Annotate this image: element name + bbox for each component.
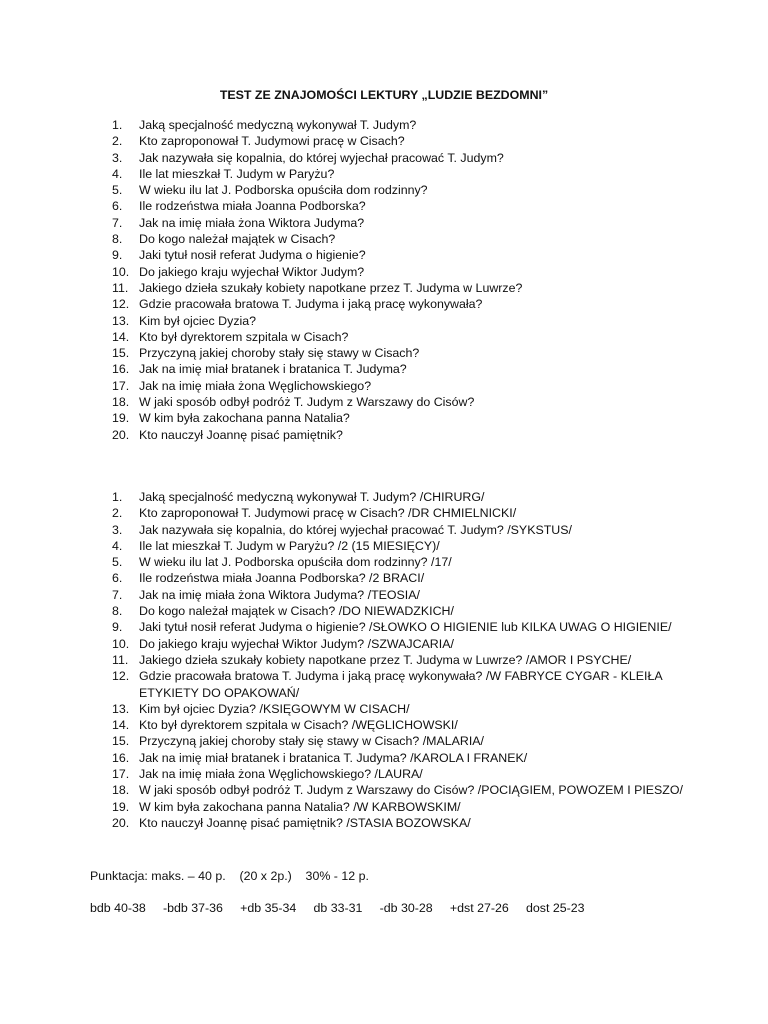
answer-item <box>0 570 699 586</box>
questions-list <box>0 117 699 443</box>
question-item <box>0 427 699 443</box>
answer-item <box>0 505 699 521</box>
item-text: Do kogo należał majątek w Cisach? /DO NIEWADZKICH/ <box>139 604 454 619</box>
item-number: 13. <box>112 701 130 716</box>
item-text: Do kogo należał majątek w Cisach? <box>139 232 336 247</box>
item-number: 14. <box>112 718 130 733</box>
item-number: 17. <box>112 378 130 393</box>
item-number: 4. <box>112 166 123 181</box>
question-item <box>0 198 699 214</box>
item-number: 15. <box>112 734 130 749</box>
item-number: 12. <box>112 297 130 312</box>
item-number: 5. <box>112 183 123 198</box>
item-text: Ile lat mieszkał T. Judym w Paryżu? /2 (15 MIESIĘCY)/ <box>139 538 440 553</box>
answer-item <box>0 636 699 652</box>
question-item <box>0 133 699 149</box>
item-text: Jaki tytuł nosił referat Judyma o higienie? <box>139 248 366 263</box>
answer-item <box>0 554 699 570</box>
answer-item <box>0 538 699 554</box>
item-text: Przyczyną jakiej choroby stały się stawy w Cisach? <box>139 346 420 361</box>
question-item <box>0 313 699 329</box>
answer-item <box>0 799 699 815</box>
item-number: 5. <box>112 555 123 570</box>
item-text: Jak na imię miał bratanek i bratanica T. Judyma? <box>139 362 407 377</box>
question-item <box>0 280 699 296</box>
answer-item <box>0 782 699 798</box>
item-number: 3. <box>112 522 123 537</box>
answer-item <box>0 603 699 619</box>
item-number: 3. <box>112 150 123 165</box>
item-number: 9. <box>112 248 123 263</box>
points-line: Punktacja: maks. – 40 p. (20 x 2p.) 30% - 12 p. <box>90 869 369 883</box>
document-title: TEST ZE ZNAJOMOŚCI LEKTURY „LUDZIE BEZDOMNI” <box>219 88 549 102</box>
answer-item <box>0 766 699 782</box>
answer-item <box>0 587 699 603</box>
item-number: 7. <box>112 215 123 230</box>
item-text: Kto nauczył Joannę pisać pamiętnik? /STASIA BOZOWSKA/ <box>139 815 471 830</box>
item-text: Kto zaproponował T. Judymowi pracę w Cisach? <box>139 134 405 149</box>
question-item <box>0 296 699 312</box>
item-number: 18. <box>112 395 130 410</box>
item-text: Kim był ojciec Dyzia? <box>139 313 257 328</box>
item-text: W wieku ilu lat J. Podborska opuściła dom rodzinny? <box>139 183 428 198</box>
item-number: 8. <box>112 604 123 619</box>
item-number: 10. <box>112 636 130 651</box>
item-text: W jaki sposób odbył podróż T. Judym z Warszawy do Cisów? <box>139 395 475 410</box>
answer-item <box>0 701 699 717</box>
item-text: Jak na imię miała żona Wiktora Judyma? <box>139 215 365 230</box>
item-number: 8. <box>112 232 123 247</box>
question-item <box>0 117 699 133</box>
item-text: Ile lat mieszkał T. Judym w Paryżu? <box>139 166 335 181</box>
item-number: 20. <box>112 815 130 830</box>
item-number: 13. <box>112 313 130 328</box>
item-number: 6. <box>112 199 123 214</box>
answer-item <box>0 489 699 505</box>
question-item <box>0 182 699 198</box>
answer-item <box>0 717 699 733</box>
item-number: 17. <box>112 767 130 782</box>
item-number: 1. <box>112 490 123 504</box>
question-item <box>0 329 699 345</box>
item-text: Jaką specjalność medyczną wykonywał T. Judym? <box>139 118 417 132</box>
answer-item <box>0 522 699 538</box>
item-text: Kim był ojciec Dyzia? /KSIĘGOWYM W CISACH/ <box>139 701 410 716</box>
item-text: Gdzie pracowała bratowa T. Judyma i jaką pracę wykonywała? <box>139 297 483 312</box>
item-text: Jak na imię miała żona Węglichowskiego? <box>139 378 372 393</box>
item-text: Ile rodzeństwa miała Joanna Podborska? /2 BRACI/ <box>139 571 425 586</box>
item-number: 11. <box>112 652 129 667</box>
item-text: Jak na imię miała żona Wiktora Judyma? /TEOSIA/ <box>139 587 420 602</box>
item-text: Jakiego dzieła szukały kobiety napotkane przez T. Judyma w Luwrze? <box>139 280 523 295</box>
question-item <box>0 361 699 377</box>
item-number: 1. <box>112 118 123 132</box>
item-text: W kim była zakochana panna Natalia? <box>139 411 350 426</box>
question-item <box>0 378 699 394</box>
item-text: Do jakiego kraju wyjechał Wiktor Judym? <box>139 264 365 279</box>
question-item <box>0 345 699 361</box>
item-number: 2. <box>112 134 123 149</box>
question-item <box>0 247 699 263</box>
item-text: Jakiego dzieła szukały kobiety napotkane przez T. Judyma w Luwrze? /AMOR I PSYCHE/ <box>139 652 632 667</box>
item-text: Przyczyną jakiej choroby stały się stawy w Cisach? /MALARIA/ <box>139 734 484 749</box>
item-number: 9. <box>112 620 123 635</box>
item-number: 12. <box>112 669 130 684</box>
question-item <box>0 394 699 410</box>
item-number: 18. <box>112 783 130 798</box>
question-item <box>0 231 699 247</box>
item-number: 15. <box>112 346 130 361</box>
item-text: Ile rodzeństwa miała Joanna Podborska? <box>139 199 366 214</box>
item-text: Jak nazywała się kopalnia, do której wyjechał pracować T. Judym? <box>139 150 504 165</box>
item-text: Kto nauczył Joannę pisać pamiętnik? <box>139 427 343 442</box>
question-item <box>0 166 699 182</box>
item-number: 11. <box>112 280 129 295</box>
item-number: 20. <box>112 427 130 442</box>
item-number: 19. <box>112 799 130 814</box>
item-number: 10. <box>112 264 130 279</box>
item-text: Kto był dyrektorem szpitala w Cisach? /WĘGLICHOWSKI/ <box>139 718 458 733</box>
item-number: 4. <box>112 538 123 553</box>
question-item <box>0 150 699 166</box>
answer-item <box>0 815 699 831</box>
item-number: 14. <box>112 329 130 344</box>
item-text: Do jakiego kraju wyjechał Wiktor Judym? /SZWAJCARIA/ <box>139 636 454 651</box>
question-item <box>0 410 699 426</box>
item-text: W wieku ilu lat J. Podborska opuściła dom rodzinny? /17/ <box>139 555 452 570</box>
item-text: Kto był dyrektorem szpitala w Cisach? <box>139 329 349 344</box>
item-number: 16. <box>112 750 130 765</box>
item-number: 6. <box>112 571 123 586</box>
item-number: 2. <box>112 506 123 521</box>
item-text: Jaką specjalność medyczną wykonywał T. Judym? /CHIRURG/ <box>139 490 485 504</box>
item-text: Gdzie pracowała bratowa T. Judyma i jaką pracę wykonywała? /W FABRYCE CYGAR - KLEIŁA ETYKIETY DO OPAKOWAŃ/ <box>139 669 662 700</box>
item-text: Jak nazywała się kopalnia, do której wyjechał pracować T. Judym? /SYKSTUS/ <box>139 522 572 537</box>
item-number: 7. <box>112 587 123 602</box>
answer-item <box>0 668 699 701</box>
question-item <box>0 215 699 231</box>
item-text: Jak na imię miała żona Węglichowskiego? /LAURA/ <box>139 767 423 782</box>
item-text: W jaki sposób odbył podróż T. Judym z Warszawy do Cisów? /POCIĄGIEM, POWOZEM I PIESZO/ <box>139 783 683 798</box>
answer-item <box>0 619 699 635</box>
item-text: W kim była zakochana panna Natalia? /W KARBOWSKIM/ <box>139 799 461 814</box>
grading-scale: bdb 40-38 -bdb 37-36 +db 35-34 db 33-31 -db 30-28 +dst 27-26 dost 25-23 <box>90 901 585 915</box>
answer-item <box>0 750 699 766</box>
item-text: Kto zaproponował T. Judymowi pracę w Cisach? /DR CHMIELNICKI/ <box>139 506 517 521</box>
item-number: 16. <box>112 362 130 377</box>
question-item <box>0 264 699 280</box>
item-text: Jaki tytuł nosił referat Judyma o higienie? /SŁOWKO O HIGIENIE lub KILKA UWAG O HIGIENIE/ <box>139 620 672 635</box>
answer-item <box>0 733 699 749</box>
answers-list <box>0 489 699 831</box>
item-number: 19. <box>112 411 130 426</box>
answer-item <box>0 652 699 668</box>
item-text: Jak na imię miał bratanek i bratanica T. Judyma? /KAROLA I FRANEK/ <box>139 750 528 765</box>
